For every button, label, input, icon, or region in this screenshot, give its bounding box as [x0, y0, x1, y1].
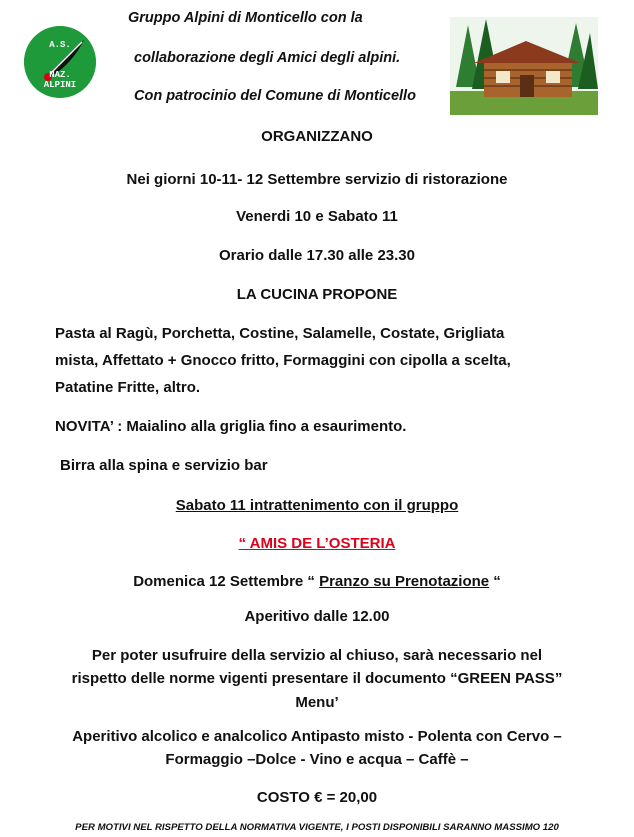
gruppo-name: “ AMIS DE L’OSTERIA	[238, 535, 396, 552]
header-line-1: Gruppo Alpini di Monticello con la	[128, 10, 363, 26]
giorni-line: Nei giorni 10-11- 12 Settembre servizio di ristorazione	[126, 171, 508, 188]
greenpass-line-1: Per poter usufruire della servizio al chiuso, sarà necessario nel	[91, 647, 543, 664]
header-line-3: Con patrocinio del Comune di Monticello	[134, 88, 416, 104]
chalet-picture	[450, 17, 598, 115]
alpini-logo	[24, 26, 96, 98]
costo-line: COSTO € = 20,00	[256, 789, 378, 806]
giorni-days-line: Venerdi 10 e Sabato 11	[236, 208, 398, 225]
orario-line: Orario dalle 17.30 alle 23.30	[219, 247, 415, 264]
menu-line-2: mista, Affettato + Gnocco fritto, Formaggini con cipolla a scelta,	[55, 352, 511, 369]
logo-text-top: A.S.	[49, 40, 71, 50]
menu-domenica-line-1: Aperitivo alcolico e analcolico Antipasto misto - Polenta con Cervo –	[72, 728, 562, 745]
flyer-header	[0, 0, 634, 120]
sabato-text: Sabato 11 intrattenimento con il gruppo	[175, 497, 459, 514]
greenpass-line-3: Menu’	[295, 694, 339, 711]
domenica-suffix: “	[489, 573, 501, 590]
greenpass-line-2: rispetto delle norme vigenti presentare il documento “GREEN PASS”	[71, 670, 563, 687]
cucina-heading: LA CUCINA PROPONE	[236, 286, 398, 303]
domenica-pranzo: Pranzo su Prenotazione	[319, 573, 490, 590]
domenica-prefix: Domenica 12 Settembre “	[133, 573, 320, 590]
header-line-2: collaborazione degli Amici degli alpini.	[134, 50, 401, 66]
domenica-line	[0, 573, 634, 590]
organizzano-heading: ORGANIZZANO	[261, 128, 373, 145]
logo-text-bottom: ALPINI	[43, 80, 77, 90]
gruppo-line	[0, 535, 634, 552]
aperitivo-line: Aperitivo dalle 12.00	[244, 608, 390, 625]
footer-note: PER MOTIVI NEL RISPETTO DELLA NORMATIVA VIGENTE, I POSTI DISPONIBILI SARANNO MASSIMO 120	[75, 822, 559, 833]
novita-line: NOVITA’ : Maialino alla griglia fino a esaurimento.	[55, 418, 407, 435]
menu-domenica-line-2: Formaggio –Dolce - Vino e acqua – Caffè –	[165, 751, 469, 768]
birra-line: Birra alla spina e servizio bar	[60, 457, 268, 474]
logo-text-mid: NAZ.	[49, 70, 71, 80]
chalet-icon	[450, 17, 598, 115]
sabato-line	[0, 497, 634, 514]
menu-line-1: Pasta al Ragù, Porchetta, Costine, Salamelle, Costate, Grigliata	[55, 325, 505, 342]
menu-line-3: Patatine Fritte, altro.	[55, 379, 201, 396]
